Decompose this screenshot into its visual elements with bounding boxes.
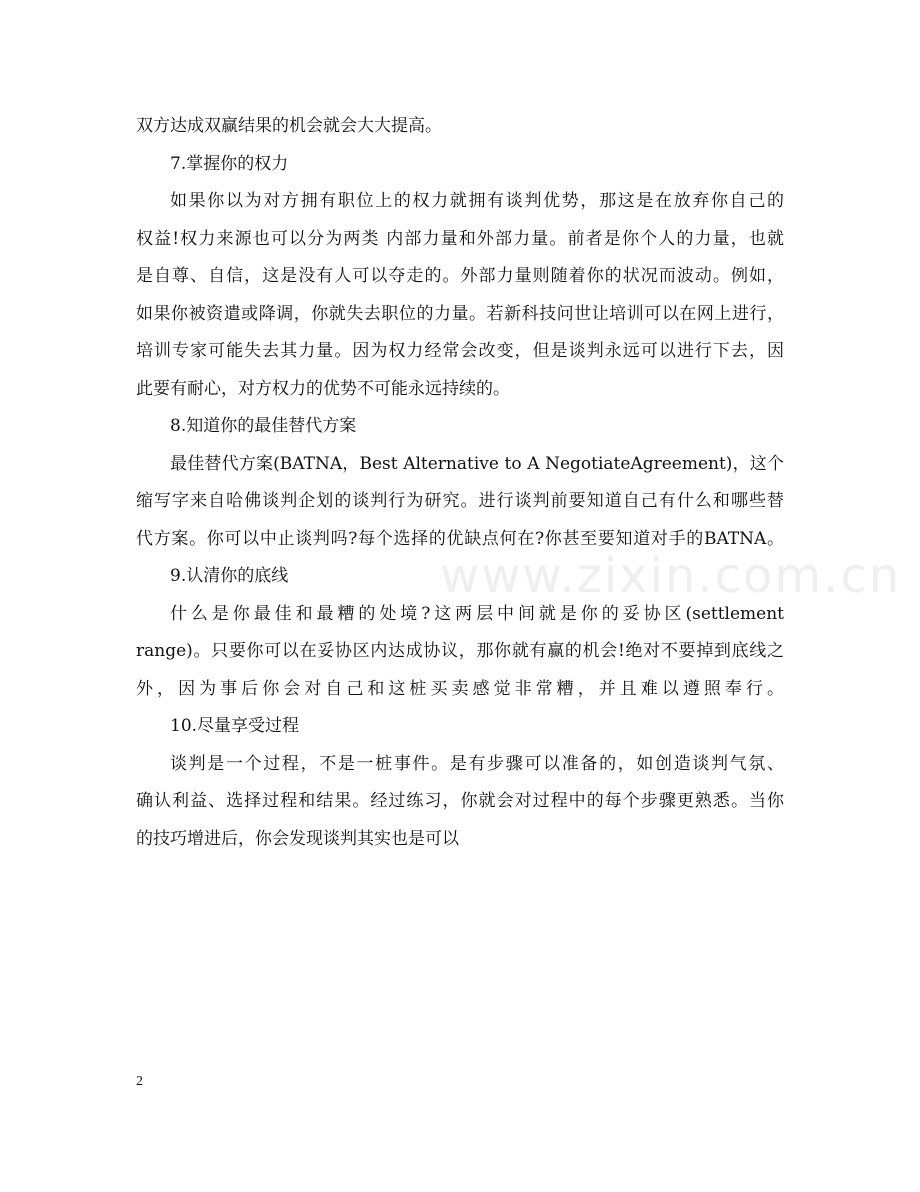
paragraph-line: 是自尊、自信，这是没有人可以夺走的。外部力量则随着你的状况而波动。例如，	[136, 266, 784, 286]
document-body	[136, 108, 784, 858]
watermark-text: www.zixin.com.cn	[440, 548, 902, 604]
paragraph-line: 培训专家可能失去其力量。因为权力经常会改变，但是谈判永远可以进行下去，因	[136, 341, 784, 361]
page-number: 2	[136, 1074, 143, 1089]
paragraph-line: 代方案。你可以中止谈判吗?每个选择的优缺点何在?你甚至要知道对手的BATNA。	[136, 528, 784, 549]
paragraph-line: 确认利益、选择过程和结果。经过练习，你就会对过程中的每个步骤更熟悉。当你	[136, 791, 784, 811]
section-heading: 10.尽量享受过程	[170, 716, 300, 736]
paragraph-line: 谈判是一个过程，不是一桩事件。是有步骤可以准备的，如创造谈判气氛、	[170, 753, 784, 774]
paragraph-line: 双方达成双赢结果的机会就会大大提高。	[136, 116, 442, 136]
paragraph-line: 缩写字来自哈佛谈判企划的谈判行为研究。进行谈判前要知道自己有什么和哪些替	[136, 491, 784, 511]
paragraph-line: 什么是你最佳和最糟的处境?这两层中间就是你的妥协区(settlement	[170, 603, 784, 624]
paragraph-line: 如果你以为对方拥有职位上的权力就拥有谈判优势，那这是在放弃你自己的	[170, 191, 784, 211]
paragraph-line: 如果你被资遣或降调，你就失去职位的力量。若新科技问世让培训可以在网上进行，	[136, 303, 784, 324]
section-heading: 7.掌握你的权力	[170, 153, 289, 174]
section-heading: 9.认清你的底线	[170, 566, 289, 586]
paragraph-line: 权益!权力来源也可以分为两类 内部力量和外部力量。前者是你个人的力量，也就	[136, 228, 784, 249]
section-heading: 8.知道你的最佳替代方案	[170, 416, 357, 436]
paragraph-line: 此要有耐心，对方权力的优势不可能永远持续的。	[136, 378, 510, 399]
paragraph-line: 最佳替代方案(BATNA，Best Alternative to A NegotiateAgreement)，这个	[170, 453, 784, 474]
paragraph-line: 外，因为事后你会对自己和这桩买卖感觉非常糟，并且难以遵照奉行。	[136, 678, 784, 699]
paragraph-line: range)。只要你可以在妥协区内达成协议，那你就有赢的机会!绝对不要掉到底线之	[136, 641, 784, 661]
paragraph-line: 的技巧增进后，你会发现谈判其实也是可以	[136, 828, 459, 849]
